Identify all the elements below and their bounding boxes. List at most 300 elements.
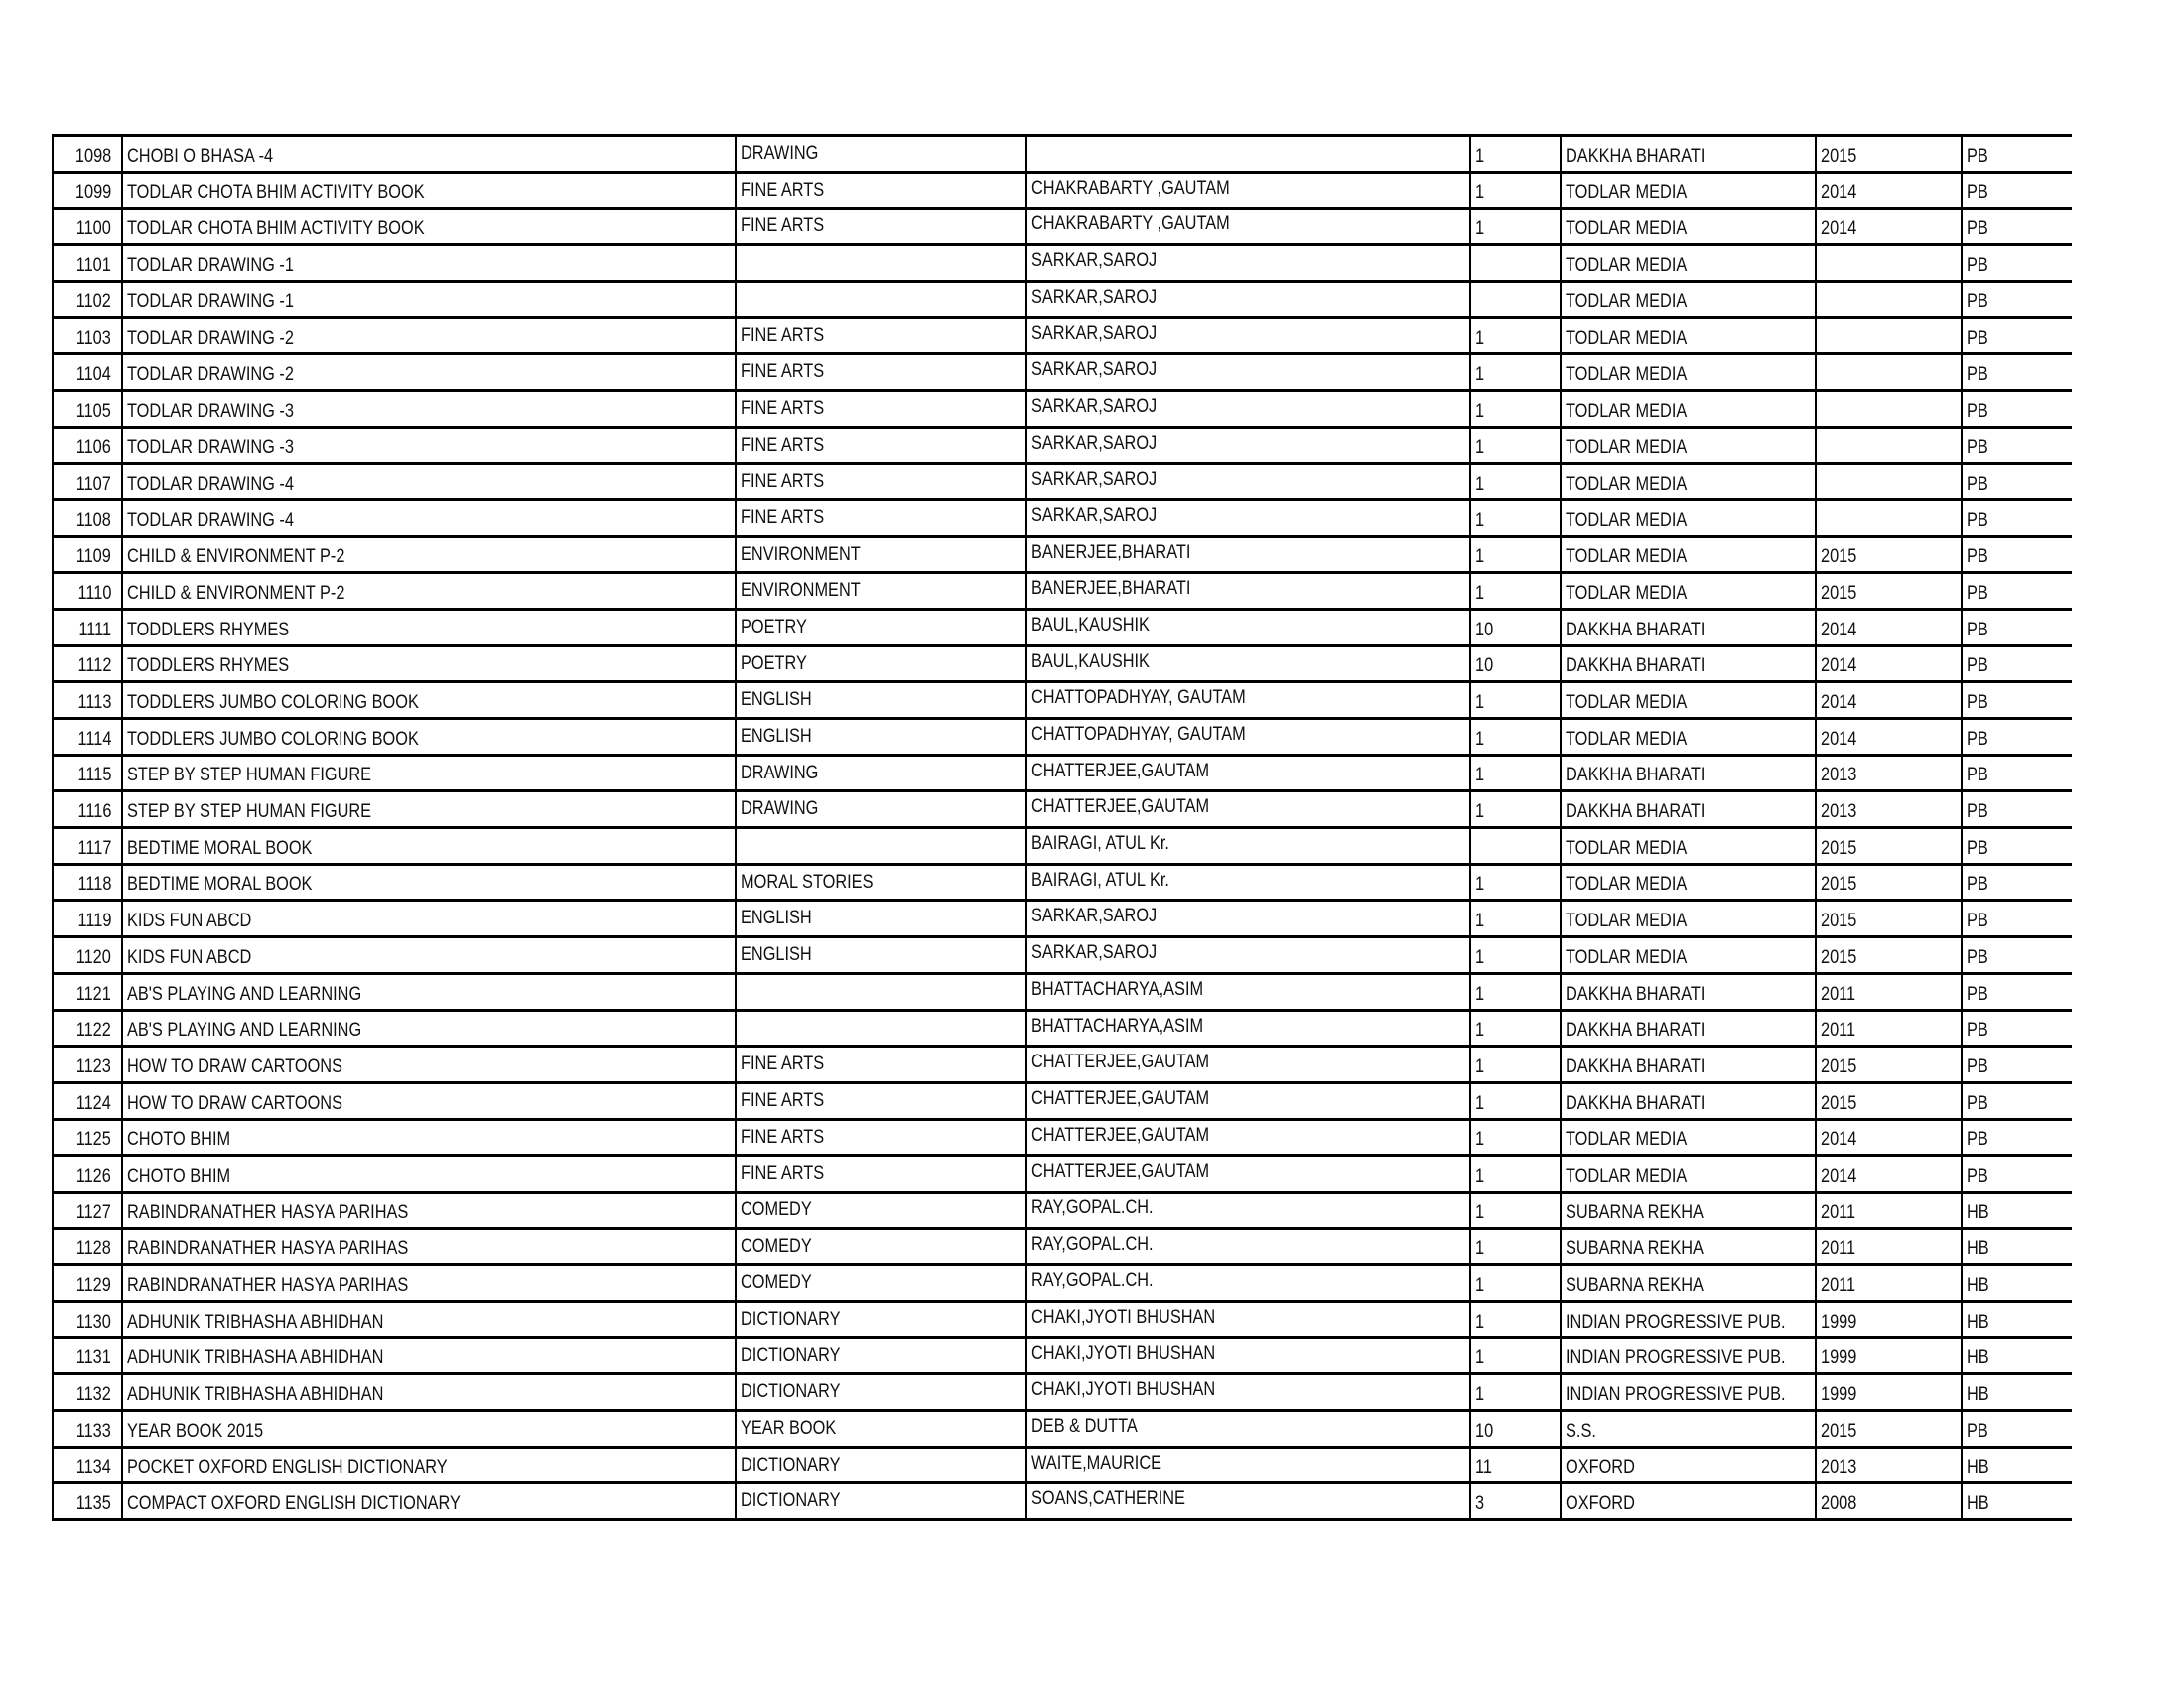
title-text: TODLAR DRAWING -2 (127, 363, 294, 385)
year-cell (1817, 210, 1963, 243)
title-cell (123, 538, 737, 572)
publisher-text: TODLAR MEDIA (1566, 328, 1688, 350)
year-cell (1817, 1157, 1963, 1191)
category-text: POETRY (741, 616, 807, 637)
author-text: CHATTERJEE,GAUTAM (1031, 796, 1210, 818)
serial-number-cell (54, 1449, 123, 1482)
category-cell (737, 174, 1027, 208)
binding-text: PB (1967, 182, 1988, 204)
publisher-text: DAKKHA BHARATI (1566, 1055, 1706, 1077)
year-cell (1817, 174, 1963, 208)
quantity-text: 1 (1475, 911, 1485, 932)
title-cell (123, 246, 737, 280)
author-cell (1027, 429, 1471, 463)
title-text: KIDS FUN ABCD (127, 911, 252, 932)
quantity-text: 1 (1475, 473, 1485, 494)
author-text: BHATTACHARYA,ASIM (1031, 1015, 1204, 1037)
serial-number-text: 1117 (77, 837, 111, 859)
category-cell (737, 1412, 1027, 1446)
publisher-cell (1562, 1484, 1817, 1518)
year-text: 2014 (1821, 619, 1857, 640)
serial-number-cell (54, 1266, 123, 1300)
title-cell (123, 429, 737, 463)
binding-text: PB (1967, 1165, 1988, 1187)
binding-cell (1963, 319, 2072, 352)
title-cell (123, 975, 737, 1009)
publisher-text: TODLAR MEDIA (1566, 546, 1688, 568)
quantity-cell (1471, 355, 1562, 389)
binding-cell (1963, 647, 2072, 681)
quantity-cell (1471, 465, 1562, 498)
serial-number-cell (54, 246, 123, 280)
binding-cell (1963, 611, 2072, 644)
title-text: TODLAR CHOTA BHIM ACTIVITY BOOK (127, 182, 425, 204)
category-text: MORAL STORIES (741, 871, 874, 893)
category-cell (737, 938, 1027, 972)
table-row (54, 1412, 2072, 1449)
publisher-text: DAKKHA BHARATI (1566, 619, 1706, 640)
binding-text: PB (1967, 1420, 1988, 1442)
table-row (54, 866, 2072, 903)
author-cell (1027, 829, 1471, 863)
quantity-cell (1471, 1339, 1562, 1373)
binding-text: PB (1967, 692, 1988, 713)
author-cell (1027, 1230, 1471, 1264)
category-cell (737, 1048, 1027, 1081)
quantity-text: 1 (1475, 1165, 1485, 1187)
serial-number-text: 1110 (77, 582, 111, 604)
serial-number-text: 1131 (75, 1347, 111, 1369)
publisher-text: TODLAR MEDIA (1566, 363, 1688, 385)
binding-text: PB (1967, 837, 1988, 859)
title-text: TODDLERS JUMBO COLORING BOOK (127, 728, 419, 750)
year-text: 2014 (1821, 182, 1857, 204)
title-cell (123, 829, 737, 863)
publisher-cell (1562, 538, 1817, 572)
year-cell (1817, 1339, 1963, 1373)
publisher-text: DAKKHA BHARATI (1566, 1020, 1706, 1042)
author-text: RAY,GOPAL.CH. (1031, 1196, 1154, 1218)
author-text: CHAKI,JYOTI BHUSHAN (1031, 1379, 1216, 1401)
serial-number-text: 1127 (75, 1201, 111, 1223)
quantity-text: 1 (1475, 1311, 1485, 1333)
author-cell (1027, 465, 1471, 498)
title-text: HOW TO DRAW CARTOONS (127, 1055, 342, 1077)
quantity-cell (1471, 137, 1562, 171)
year-text: 2011 (1821, 1020, 1856, 1042)
serial-number-cell (54, 720, 123, 754)
serial-number-cell (54, 1303, 123, 1336)
serial-number-cell (54, 1375, 123, 1409)
author-cell (1027, 1084, 1471, 1118)
title-text: CHILD & ENVIRONMENT P-2 (127, 546, 345, 568)
quantity-text: 3 (1475, 1493, 1485, 1515)
publisher-text: TODLAR MEDIA (1566, 182, 1688, 204)
author-cell (1027, 975, 1471, 1009)
publisher-cell (1562, 1121, 1817, 1155)
serial-number-text: 1121 (75, 983, 111, 1005)
year-cell (1817, 538, 1963, 572)
title-text: TODLAR DRAWING -1 (127, 254, 294, 276)
quantity-cell (1471, 319, 1562, 352)
serial-number-cell (54, 392, 123, 426)
author-text: SARKAR,SAROJ (1031, 469, 1158, 491)
author-text: CHAKI,JYOTI BHUSHAN (1031, 1342, 1216, 1364)
author-cell (1027, 1339, 1471, 1373)
category-cell (737, 355, 1027, 389)
serial-number-text: 1126 (75, 1165, 111, 1187)
quantity-cell (1471, 1375, 1562, 1409)
table-row (54, 1121, 2072, 1158)
title-cell (123, 1484, 737, 1518)
binding-text: PB (1967, 1129, 1988, 1151)
year-text: 2015 (1821, 837, 1857, 859)
category-text: FINE ARTS (741, 1163, 825, 1185)
quantity-cell (1471, 1084, 1562, 1118)
serial-number-text: 1112 (77, 655, 111, 677)
year-text: 2015 (1821, 1420, 1857, 1442)
table-row (54, 1157, 2072, 1194)
table-row (54, 1084, 2072, 1121)
year-cell (1817, 1048, 1963, 1081)
category-cell (737, 574, 1027, 608)
binding-cell (1963, 938, 2072, 972)
title-text: COMPACT OXFORD ENGLISH DICTIONARY (127, 1493, 461, 1515)
binding-cell (1963, 465, 2072, 498)
author-cell (1027, 866, 1471, 900)
publisher-cell (1562, 1230, 1817, 1264)
publisher-cell (1562, 355, 1817, 389)
year-cell (1817, 829, 1963, 863)
title-text: TODLAR DRAWING -1 (127, 291, 294, 313)
quantity-text: 1 (1475, 728, 1485, 750)
publisher-text: INDIAN PROGRESSIVE PUB. (1566, 1311, 1786, 1333)
author-text: RAY,GOPAL.CH. (1031, 1270, 1154, 1292)
category-cell (737, 829, 1027, 863)
title-cell (123, 355, 737, 389)
publisher-cell (1562, 647, 1817, 681)
title-cell (123, 1266, 737, 1300)
serial-number-text: 1135 (75, 1493, 111, 1515)
author-cell (1027, 902, 1471, 935)
quantity-text: 1 (1475, 400, 1485, 422)
serial-number-cell (54, 975, 123, 1009)
quantity-text: 1 (1475, 1275, 1485, 1296)
table-row (54, 574, 2072, 611)
title-text: TODLAR DRAWING -3 (127, 437, 294, 459)
author-text: SARKAR,SAROJ (1031, 942, 1158, 964)
title-text: AB'S PLAYING AND LEARNING (127, 983, 362, 1005)
author-text: CHATTERJEE,GAUTAM (1031, 760, 1210, 781)
table-row (54, 1048, 2072, 1084)
title-text: RABINDRANATHER HASYA PARIHAS (127, 1238, 409, 1260)
author-text: CHAKRABARTY ,GAUTAM (1031, 177, 1230, 199)
title-text: RABINDRANATHER HASYA PARIHAS (127, 1201, 409, 1223)
serial-number-cell (54, 866, 123, 900)
serial-number-text: 1115 (77, 765, 111, 786)
quantity-text: 10 (1475, 655, 1494, 677)
serial-number-text: 1107 (75, 473, 111, 494)
binding-text: HB (1967, 1201, 1989, 1223)
year-text: 2013 (1821, 765, 1857, 786)
quantity-cell (1471, 1048, 1562, 1081)
binding-text: PB (1967, 328, 1988, 350)
quantity-cell (1471, 720, 1562, 754)
quantity-cell (1471, 1194, 1562, 1227)
year-text: 2015 (1821, 911, 1857, 932)
year-cell (1817, 647, 1963, 681)
year-cell (1817, 1484, 1963, 1518)
publisher-text: TODLAR MEDIA (1566, 837, 1688, 859)
quantity-cell (1471, 1412, 1562, 1446)
year-cell (1817, 792, 1963, 826)
binding-text: HB (1967, 1238, 1989, 1260)
title-cell (123, 611, 737, 644)
publisher-cell (1562, 174, 1817, 208)
author-text: CHATTERJEE,GAUTAM (1031, 1124, 1210, 1146)
year-text: 2015 (1821, 874, 1857, 896)
category-text: DICTIONARY (741, 1309, 841, 1330)
publisher-text: INDIAN PROGRESSIVE PUB. (1566, 1347, 1786, 1369)
binding-text: PB (1967, 437, 1988, 459)
table-row (54, 1449, 2072, 1485)
year-text: 2015 (1821, 145, 1857, 167)
publisher-cell (1562, 720, 1817, 754)
binding-cell (1963, 501, 2072, 535)
year-cell (1817, 465, 1963, 498)
publisher-cell (1562, 283, 1817, 317)
year-text: 2008 (1821, 1493, 1857, 1515)
serial-number-text: 1101 (75, 254, 111, 276)
table-row (54, 1230, 2072, 1267)
category-cell (737, 137, 1027, 171)
year-text: 2011 (1821, 1201, 1856, 1223)
publisher-text: DAKKHA BHARATI (1566, 765, 1706, 786)
quantity-text: 1 (1475, 437, 1485, 459)
title-cell (123, 902, 737, 935)
title-cell (123, 465, 737, 498)
publisher-text: TODLAR MEDIA (1566, 911, 1688, 932)
quantity-text: 1 (1475, 363, 1485, 385)
title-cell (123, 866, 737, 900)
year-cell (1817, 1121, 1963, 1155)
author-cell (1027, 1375, 1471, 1409)
publisher-cell (1562, 1412, 1817, 1446)
author-text: CHATTERJEE,GAUTAM (1031, 1052, 1210, 1073)
title-text: STEP BY STEP HUMAN FIGURE (127, 765, 372, 786)
title-cell (123, 683, 737, 717)
publisher-cell (1562, 392, 1817, 426)
binding-cell (1963, 1412, 2072, 1446)
year-text: 1999 (1821, 1347, 1857, 1369)
serial-number-cell (54, 1194, 123, 1227)
category-text: DICTIONARY (741, 1490, 841, 1512)
title-cell (123, 574, 737, 608)
binding-text: HB (1967, 1311, 1989, 1333)
title-cell (123, 210, 737, 243)
category-cell (737, 683, 1027, 717)
category-cell (737, 1303, 1027, 1336)
serial-number-text: 1120 (75, 946, 111, 968)
quantity-text: 1 (1475, 765, 1485, 786)
year-text: 2015 (1821, 582, 1857, 604)
title-text: TODLAR DRAWING -4 (127, 473, 294, 494)
year-text: 2013 (1821, 801, 1857, 823)
category-text: DRAWING (741, 762, 819, 783)
quantity-text: 1 (1475, 983, 1485, 1005)
category-cell (737, 429, 1027, 463)
category-cell (737, 902, 1027, 935)
year-text: 2011 (1821, 983, 1856, 1005)
category-text: FINE ARTS (741, 1089, 825, 1111)
binding-cell (1963, 720, 2072, 754)
year-cell (1817, 683, 1963, 717)
serial-number-text: 1125 (75, 1129, 111, 1151)
title-cell (123, 1375, 737, 1409)
binding-text: PB (1967, 874, 1988, 896)
author-cell (1027, 538, 1471, 572)
quantity-cell (1471, 938, 1562, 972)
table-row (54, 757, 2072, 793)
year-cell (1817, 975, 1963, 1009)
binding-cell (1963, 429, 2072, 463)
author-cell (1027, 1048, 1471, 1081)
serial-number-cell (54, 1048, 123, 1081)
author-text: DEB & DUTTA (1031, 1416, 1138, 1438)
serial-number-text: 1099 (74, 182, 111, 204)
quantity-cell (1471, 429, 1562, 463)
author-text: SOANS,CATHERINE (1031, 1488, 1185, 1510)
publisher-cell (1562, 574, 1817, 608)
publisher-text: TODLAR MEDIA (1566, 728, 1688, 750)
author-cell (1027, 319, 1471, 352)
publisher-cell (1562, 757, 1817, 790)
serial-number-cell (54, 757, 123, 790)
serial-number-cell (54, 319, 123, 352)
binding-text: HB (1967, 1384, 1989, 1406)
serial-number-cell (54, 429, 123, 463)
category-text: ENGLISH (741, 944, 812, 966)
quantity-cell (1471, 538, 1562, 572)
binding-text: PB (1967, 218, 1988, 240)
title-text: CHILD & ENVIRONMENT P-2 (127, 582, 345, 604)
binding-text: PB (1967, 582, 1988, 604)
binding-text: PB (1967, 1055, 1988, 1077)
publisher-cell (1562, 902, 1817, 935)
binding-cell (1963, 574, 2072, 608)
book-catalog-table (52, 134, 2072, 1521)
author-cell (1027, 137, 1471, 171)
quantity-cell (1471, 975, 1562, 1009)
table-row (54, 1339, 2072, 1376)
year-cell (1817, 392, 1963, 426)
quantity-text: 10 (1475, 1420, 1494, 1442)
category-cell (737, 1157, 1027, 1191)
serial-number-cell (54, 611, 123, 644)
category-text: FINE ARTS (741, 397, 825, 419)
binding-text: PB (1967, 801, 1988, 823)
binding-cell (1963, 1084, 2072, 1118)
publisher-text: SUBARNA REKHA (1566, 1275, 1704, 1296)
quantity-cell (1471, 1121, 1562, 1155)
publisher-text: SUBARNA REKHA (1566, 1238, 1704, 1260)
publisher-text: DAKKHA BHARATI (1566, 655, 1706, 677)
table-row (54, 611, 2072, 647)
category-text: DRAWING (741, 143, 819, 164)
binding-text: PB (1967, 145, 1988, 167)
category-cell (737, 1266, 1027, 1300)
category-cell (737, 1012, 1027, 1046)
table-row (54, 792, 2072, 829)
title-cell (123, 1339, 737, 1373)
year-cell (1817, 866, 1963, 900)
title-cell (123, 1048, 737, 1081)
publisher-cell (1562, 975, 1817, 1009)
year-text: 2014 (1821, 655, 1857, 677)
quantity-text: 1 (1475, 328, 1485, 350)
author-text: SARKAR,SAROJ (1031, 323, 1158, 345)
title-cell (123, 1194, 737, 1227)
category-cell (737, 283, 1027, 317)
publisher-cell (1562, 1303, 1817, 1336)
serial-number-text: 1105 (75, 400, 111, 422)
publisher-cell (1562, 1194, 1817, 1227)
publisher-text: TODLAR MEDIA (1566, 509, 1688, 531)
binding-cell (1963, 174, 2072, 208)
category-text: FINE ARTS (741, 506, 825, 528)
serial-number-cell (54, 1012, 123, 1046)
serial-number-cell (54, 938, 123, 972)
table-row (54, 1303, 2072, 1339)
title-text: TODLAR DRAWING -3 (127, 400, 294, 422)
publisher-cell (1562, 319, 1817, 352)
year-cell (1817, 319, 1963, 352)
binding-cell (1963, 792, 2072, 826)
quantity-cell (1471, 792, 1562, 826)
binding-cell (1963, 1375, 2072, 1409)
binding-text: PB (1967, 655, 1988, 677)
year-text: 2015 (1821, 546, 1857, 568)
serial-number-cell (54, 1157, 123, 1191)
quantity-text: 11 (1475, 1457, 1492, 1478)
author-cell (1027, 246, 1471, 280)
publisher-cell (1562, 246, 1817, 280)
quantity-text: 1 (1475, 546, 1485, 568)
title-cell (123, 647, 737, 681)
table-row (54, 392, 2072, 429)
author-text: BAIRAGI, ATUL Kr. (1031, 869, 1169, 891)
serial-number-text: 1134 (75, 1457, 111, 1478)
category-text: ENGLISH (741, 908, 812, 929)
binding-cell (1963, 283, 2072, 317)
quantity-cell (1471, 647, 1562, 681)
category-cell (737, 975, 1027, 1009)
binding-text: PB (1967, 1092, 1988, 1114)
publisher-text: TODLAR MEDIA (1566, 473, 1688, 494)
category-cell (737, 538, 1027, 572)
quantity-text: 1 (1475, 182, 1485, 204)
serial-number-text: 1119 (77, 911, 111, 932)
year-text: 2013 (1821, 1457, 1857, 1478)
year-cell (1817, 720, 1963, 754)
quantity-text: 1 (1475, 218, 1485, 240)
title-text: HOW TO DRAW CARTOONS (127, 1092, 342, 1114)
binding-cell (1963, 902, 2072, 935)
serial-number-text: 1114 (77, 728, 111, 750)
author-cell (1027, 647, 1471, 681)
quantity-text: 1 (1475, 145, 1485, 167)
category-cell (737, 1121, 1027, 1155)
